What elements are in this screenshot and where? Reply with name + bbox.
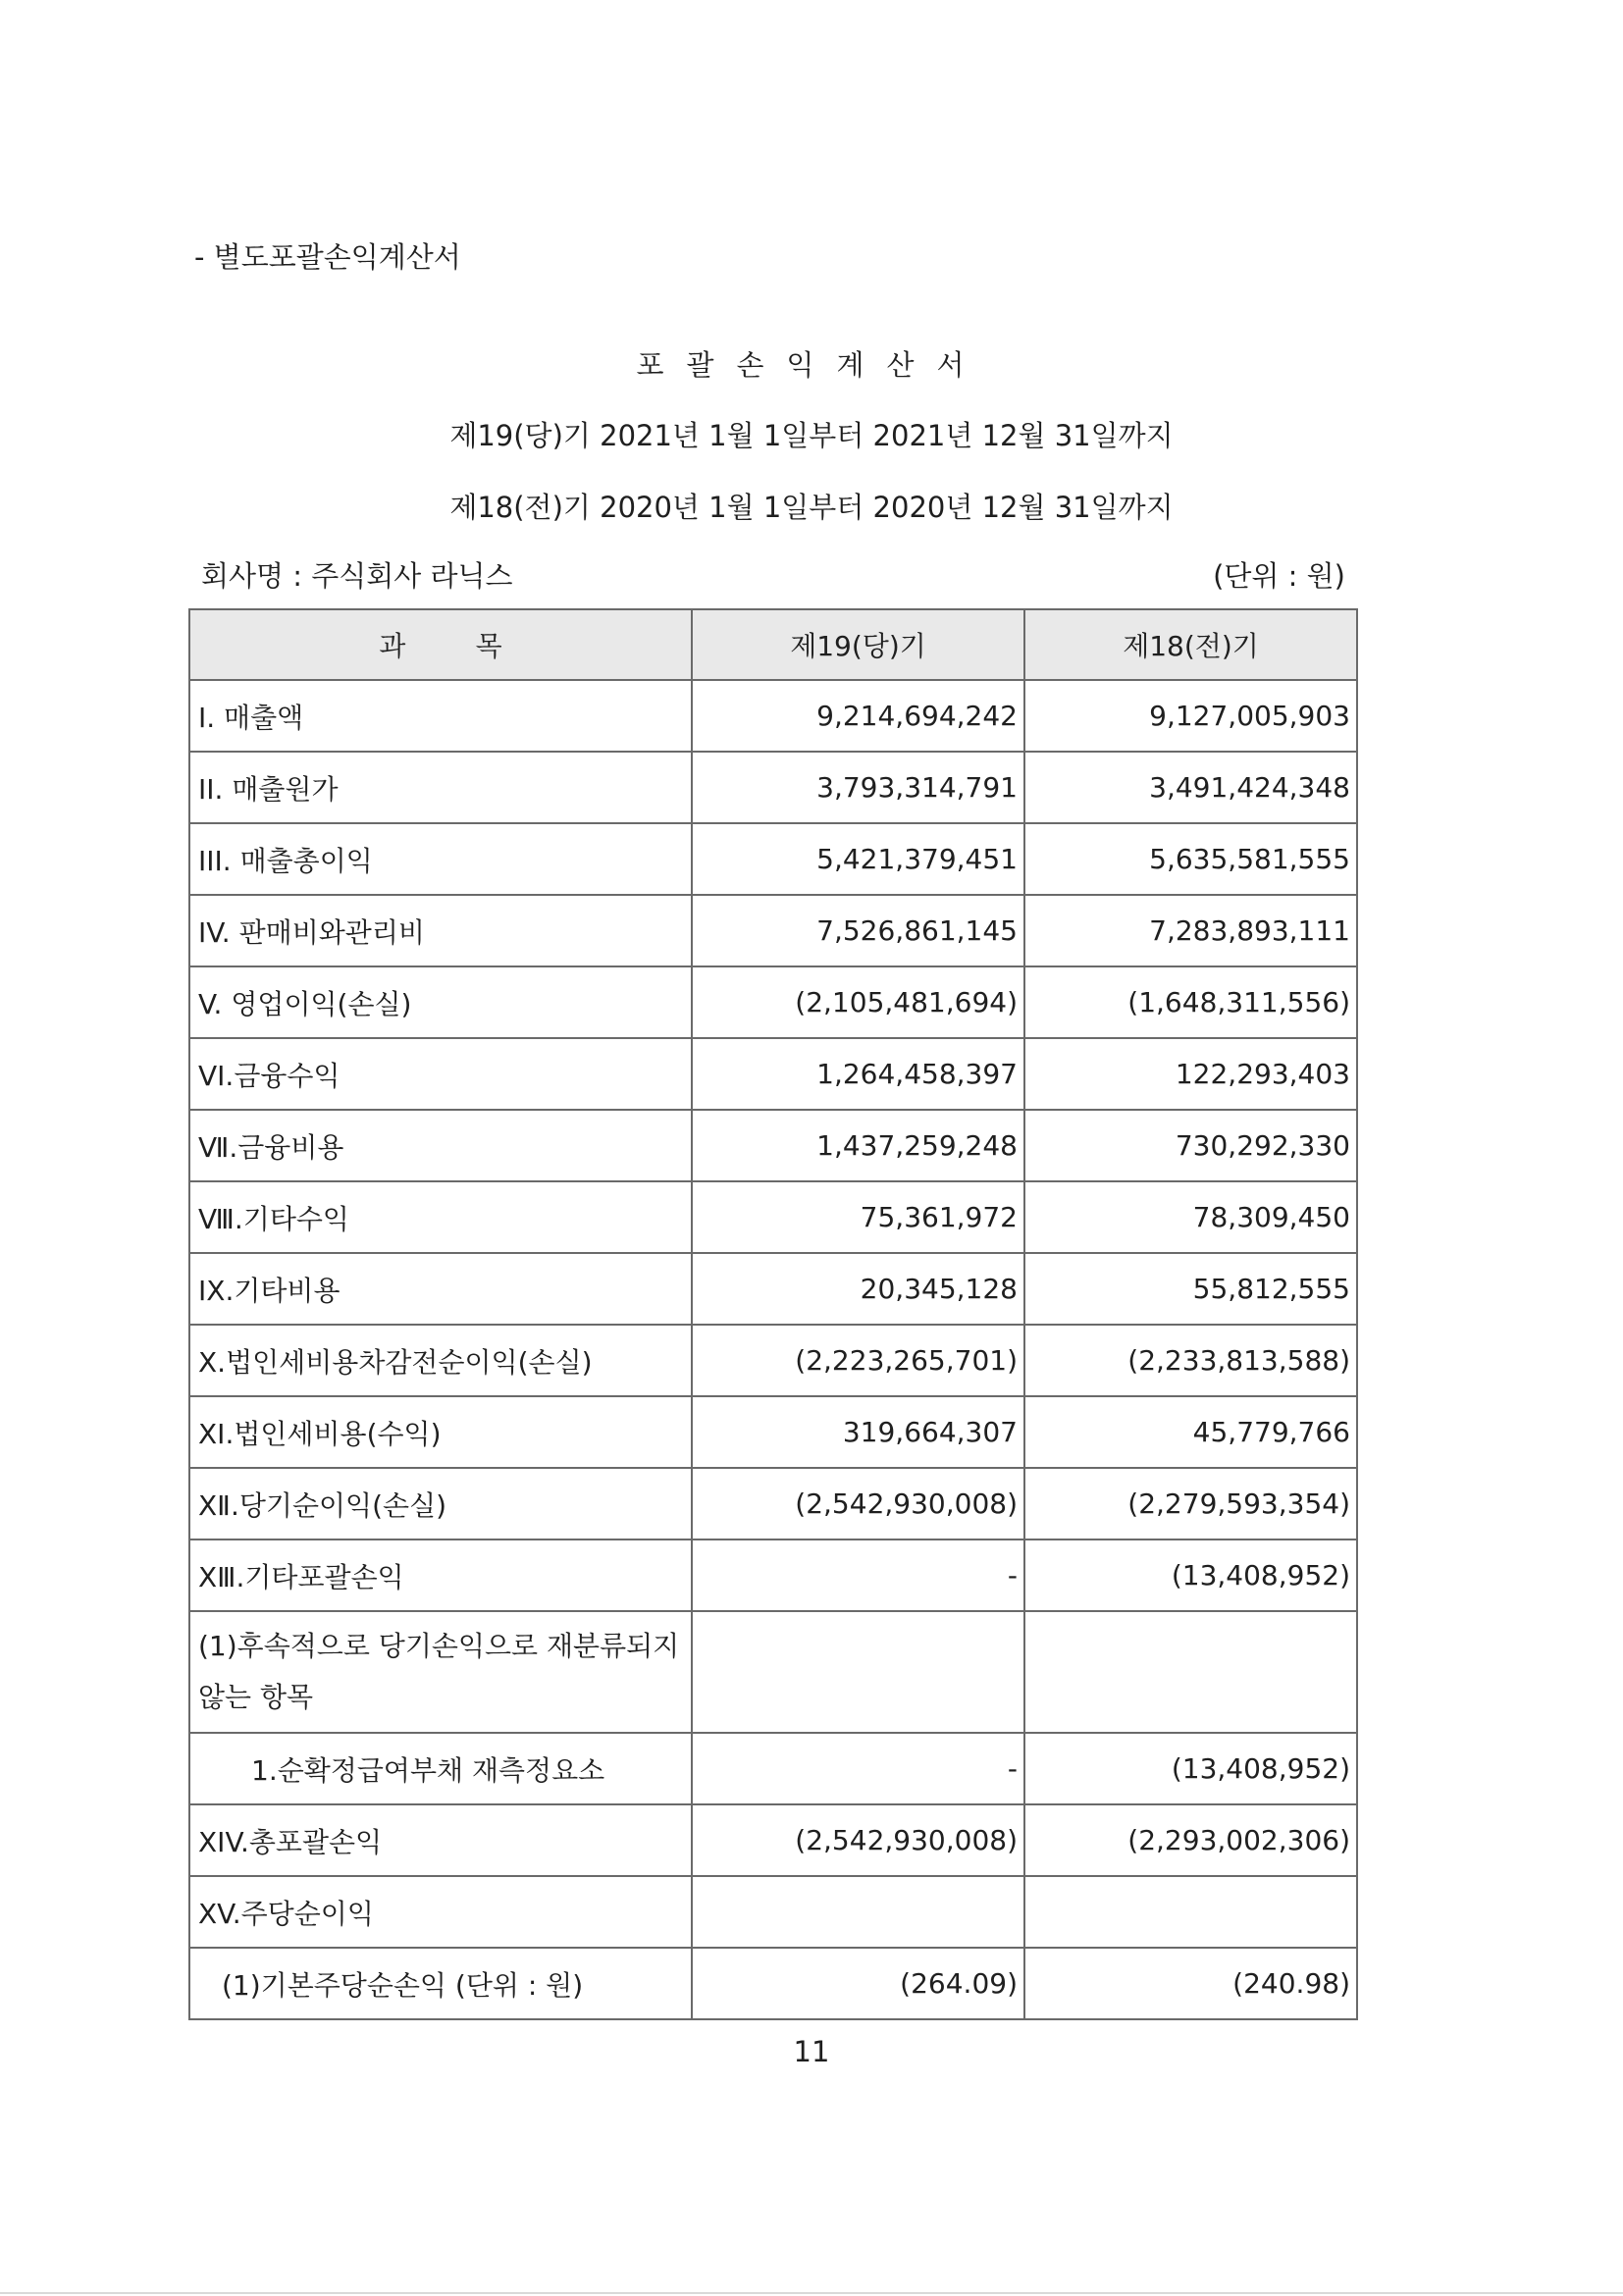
row-item: (1)기본주당순손익 (단위 : 원) bbox=[189, 1948, 692, 2019]
row-item: IX.기타비용 bbox=[189, 1253, 692, 1325]
row-prior: 45,779,766 bbox=[1024, 1396, 1357, 1468]
company-name: 회사명 : 주식회사 라닉스 bbox=[201, 559, 513, 593]
table-row bbox=[189, 1110, 1357, 1181]
row-current: 3,793,314,791 bbox=[692, 752, 1024, 823]
row-current: 9,214,694,242 bbox=[692, 680, 1024, 752]
row-item: XV.주당순이익 bbox=[189, 1876, 692, 1948]
table-row bbox=[189, 1396, 1357, 1468]
row-current: - bbox=[692, 1733, 1024, 1804]
row-prior: (2,233,813,588) bbox=[1024, 1325, 1357, 1396]
table-row bbox=[189, 823, 1357, 895]
row-prior: 3,491,424,348 bbox=[1024, 752, 1357, 823]
row-current bbox=[692, 1876, 1024, 1948]
row-item: XIV.총포괄손익 bbox=[189, 1804, 692, 1876]
row-prior: 7,283,893,111 bbox=[1024, 895, 1357, 966]
table-row bbox=[189, 1539, 1357, 1611]
income-statement-table bbox=[188, 608, 1358, 2020]
header-current: 제19(당)기 bbox=[692, 609, 1024, 680]
table-row bbox=[189, 1733, 1357, 1804]
section-heading: - 별도포괄손익계산서 bbox=[194, 240, 461, 274]
table-row bbox=[189, 895, 1357, 966]
row-prior: 55,812,555 bbox=[1024, 1253, 1357, 1325]
table-row bbox=[189, 1948, 1357, 2019]
table-row bbox=[189, 1804, 1357, 1876]
table-row bbox=[189, 1253, 1357, 1325]
row-prior: 9,127,005,903 bbox=[1024, 680, 1357, 752]
row-item: I. 매출액 bbox=[189, 680, 692, 752]
page-number: 11 bbox=[793, 2035, 830, 2068]
row-item: X.법인세비용차감전순이익(손실) bbox=[189, 1325, 692, 1396]
table-row bbox=[189, 680, 1357, 752]
row-current bbox=[692, 1611, 1024, 1733]
table-row bbox=[189, 1611, 1357, 1733]
table-row bbox=[189, 966, 1357, 1038]
row-current: (264.09) bbox=[692, 1948, 1024, 2019]
table-row bbox=[189, 1325, 1357, 1396]
row-item: XⅢ.기타포괄손익 bbox=[189, 1539, 692, 1611]
row-item: IV. 판매비와관리비 bbox=[189, 895, 692, 966]
row-prior: (2,293,002,306) bbox=[1024, 1804, 1357, 1876]
row-prior: 78,309,450 bbox=[1024, 1181, 1357, 1253]
row-item: VI.금융수익 bbox=[189, 1038, 692, 1110]
row-current: - bbox=[692, 1539, 1024, 1611]
row-prior: (2,279,593,354) bbox=[1024, 1468, 1357, 1539]
row-item: 1.순확정급여부채 재측정요소 bbox=[189, 1733, 692, 1804]
page-edge-line bbox=[0, 2292, 1623, 2294]
row-prior: 730,292,330 bbox=[1024, 1110, 1357, 1181]
header-item: 과 목 bbox=[189, 609, 692, 680]
row-current: 5,421,379,451 bbox=[692, 823, 1024, 895]
row-current: (2,542,930,008) bbox=[692, 1468, 1024, 1539]
row-prior bbox=[1024, 1876, 1357, 1948]
currency-unit: (단위 : 원) bbox=[1213, 559, 1345, 593]
table-row bbox=[189, 1876, 1357, 1948]
row-current: (2,105,481,694) bbox=[692, 966, 1024, 1038]
header-prior: 제18(전)기 bbox=[1024, 609, 1357, 680]
table-row bbox=[189, 1181, 1357, 1253]
document-title: 포괄손익계산서 bbox=[636, 348, 987, 382]
row-current: 20,345,128 bbox=[692, 1253, 1024, 1325]
table-row bbox=[189, 752, 1357, 823]
row-prior: 122,293,403 bbox=[1024, 1038, 1357, 1110]
row-prior: 5,635,581,555 bbox=[1024, 823, 1357, 895]
row-current: 75,361,972 bbox=[692, 1181, 1024, 1253]
row-current: 7,526,861,145 bbox=[692, 895, 1024, 966]
row-item: V. 영업이익(손실) bbox=[189, 966, 692, 1038]
row-current: 1,264,458,397 bbox=[692, 1038, 1024, 1110]
row-item: Ⅶ.금융비용 bbox=[189, 1110, 692, 1181]
table-row bbox=[189, 1038, 1357, 1110]
row-current: 319,664,307 bbox=[692, 1396, 1024, 1468]
row-current: (2,223,265,701) bbox=[692, 1325, 1024, 1396]
row-item: II. 매출원가 bbox=[189, 752, 692, 823]
current-period: 제19(당)기 2021년 1월 1일부터 2021년 12월 31일까지 bbox=[449, 419, 1174, 452]
prior-period: 제18(전)기 2020년 1월 1일부터 2020년 12월 31일까지 bbox=[449, 491, 1174, 524]
table-header-row bbox=[189, 609, 1357, 680]
row-item: XⅡ.당기순이익(손실) bbox=[189, 1468, 692, 1539]
row-current: (2,542,930,008) bbox=[692, 1804, 1024, 1876]
row-prior: (1,648,311,556) bbox=[1024, 966, 1357, 1038]
row-prior: (13,408,952) bbox=[1024, 1733, 1357, 1804]
table-row bbox=[189, 1468, 1357, 1539]
row-item: III. 매출총이익 bbox=[189, 823, 692, 895]
row-prior: (240.98) bbox=[1024, 1948, 1357, 2019]
row-item: XI.법인세비용(수익) bbox=[189, 1396, 692, 1468]
row-item: (1)후속적으로 당기손익으로 재분류되지 않는 항목 bbox=[189, 1611, 692, 1733]
row-item: Ⅷ.기타수익 bbox=[189, 1181, 692, 1253]
row-prior bbox=[1024, 1611, 1357, 1733]
row-prior: (13,408,952) bbox=[1024, 1539, 1357, 1611]
row-current: 1,437,259,248 bbox=[692, 1110, 1024, 1181]
